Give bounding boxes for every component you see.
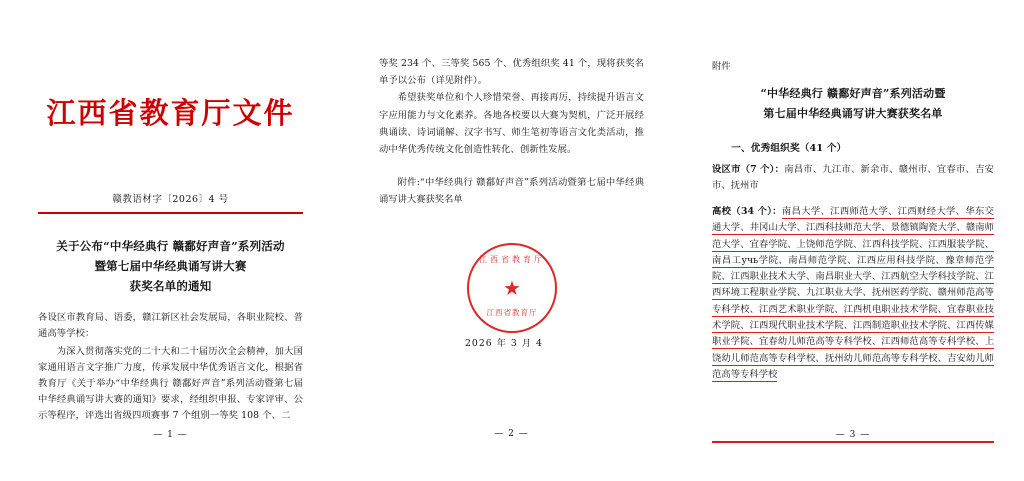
group-universities-text: 南昌大学、江西师范大学、江西财经大学、华东交通大学、井冈山大学、江西科技师范大学、景德镇陶瓷大学、赣南师范大学、宜春学院、上饶师范学院、江西科技学院、江西服装学院、南昌工учь学院、南昌师范学院、江西应用科技学院、豫章师范学院、江西职业技术大学、南昌职业大学、江西航空大学科技学院、江西环境工程职业学院、九江职业大学、抚州医药学院、赣州师范高等专科学校、江西艺术职业学院、江西机电职业技术学院、宜春职业技术学院、江西现代职业技术学院、江西制造职业技术学院、江西传媒职业学院、宜春幼儿师范高等专科学校、江西师范高等专科学校、上饶幼儿师范高等专科学校、抚州幼儿师范高等专科学校、吉安幼儿师范高等专科学校 [712, 206, 994, 380]
group-districts-head: 设区市（7 个）： [712, 163, 785, 175]
masthead-title: 江西省教育厅文件 [46, 96, 295, 130]
body-paragraph-3: 希望获奖单位和个人珍惜荣誉、再接再厉，持续提升语言文字应用能力与文化素养。各地各校要以大赛为契机，广泛开展经典诵读、诗词诵解、汉字书写、师生笔初等语言文化类活动，推动中华优秀传统文化创造性转化、创新性发展。 [379, 92, 644, 155]
page-number-2: — 2 — [494, 429, 529, 439]
document-page-2 [341, 0, 682, 481]
group-districts-text: 南昌市、九江市、新余市、赣州市、宜春市、吉安市、抚州市 [712, 163, 994, 191]
notice-title-line-1: 关于公布“中华经典行 赣鄱好声音”系列活动 [56, 238, 285, 253]
document-page-1 [0, 0, 341, 481]
document-number: 赣教语材字〔2026〕4 号 [112, 193, 229, 205]
highlight-underline-rule [712, 441, 994, 443]
group-universities [712, 204, 994, 383]
red-divider-rule [38, 212, 303, 214]
addressee-paragraph: 各设区市教育局、语委，赣江新区社会发展局，各职业院校、普通高等学校： [38, 312, 303, 340]
attachment-title-line-2: 第七届中华经典诵写讲大赛获奖名单 [763, 106, 943, 120]
seal-date: 2026 年 3 月 4 [465, 337, 543, 349]
group-universities-head: 高校（34 个）： [712, 206, 782, 218]
section-heading: 一、优秀组织奖（41 个） [731, 142, 847, 154]
attachment-label: 附件 [712, 61, 731, 72]
seal-top-text: 江西省教育厅 [479, 254, 545, 264]
body-paragraph-2: 等奖 234 个、三等奖 565 个、优秀组织奖 41 个，现将获奖名单予以公布（详见附件）。 [379, 58, 644, 87]
group-districts [712, 162, 994, 195]
notice-title-line-2: 暨第七届中华经典诵写讲大赛 [94, 258, 247, 273]
seal-bottom-text: 江西省教育厅 [486, 307, 538, 317]
page-number-1: — 1 — [153, 430, 188, 440]
document-page-3 [682, 0, 1024, 481]
notice-title [38, 236, 303, 296]
official-seal-icon [467, 243, 557, 333]
page-number-3: — 3 — [835, 430, 871, 440]
body-paragraph-1: 为深入贯彻落实党的二十大和二十届历次全会精神，加大国家通用语言文字推广力度，传承发展中华优秀语言文化，根据省教育厅《关于举办“中华经典行 赣鄱好声音”系列活动暨第七届中华经典诵写讲大赛的通知》要求，经组织申报、专家评审、公示等程序，评选出省级四项赛事 7 个组别一等奖 108 个、二 [38, 346, 303, 422]
seal-star-icon: ★ [503, 275, 521, 300]
notice-title-line-3: 获奖名单的通知 [129, 279, 212, 294]
attachment-note: 附件:“中华经典行 赣鄱好声音”系列活动暨第七届中华经典诵写讲大赛获奖名单 [379, 177, 644, 206]
seal-area [379, 235, 644, 365]
attachment-title [712, 84, 994, 124]
attachment-title-line-1: “中华经典行 赣鄱好声音”系列活动暨 [760, 87, 946, 100]
